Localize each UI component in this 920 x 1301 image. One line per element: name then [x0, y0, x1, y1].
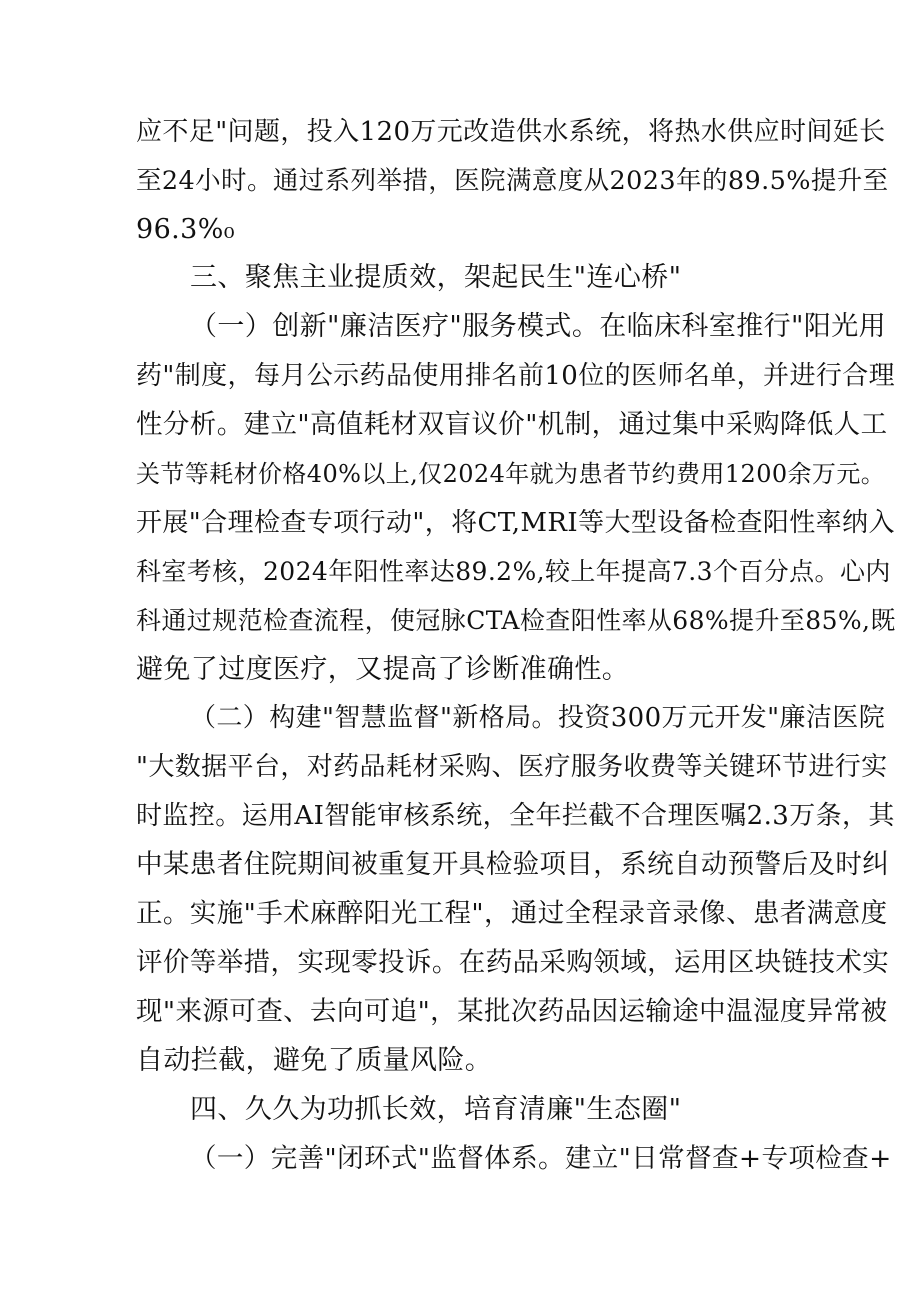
text-line: （二）构建"智慧监督"新格局。投资300万元开发"廉洁医院: [190, 703, 886, 733]
text-line: 科室考核，2024年阳性率达89.2%,较上年提高7.3个百分点。心内: [136, 557, 891, 586]
text-line: 评价等举措，实现零投诉。在药品采购领域，运用区块链技术实: [136, 947, 890, 978]
text-line: 96.3%₀: [136, 214, 235, 245]
text-line: "大数据平台，对药品耗材采购、医疗服务收费等关键环节进行实: [136, 752, 888, 782]
text-line: 正。实施"手术麻醉阳光工程"，通过全程录音录像、患者满意度: [136, 898, 888, 929]
text-line: 自动拦截，避免了质量风险。: [136, 1045, 493, 1076]
text-line: 性分析。建立"高值耗材双盲议价"机制，通过集中采购降低人工: [136, 409, 888, 440]
text-line: 至24小时。通过系列举措，医院满意度从2023年的89.5%提升至: [136, 166, 889, 196]
text-line: 现"来源可查、去向可追"，某批次药品因运输途中温湿度异常被: [136, 996, 888, 1027]
text-line: 药"制度，每月公示药品使用排名前10位的医师名单，并进行合理: [136, 361, 896, 391]
text-line: 科通过规范检查流程，使冠脉CTA检查阳性率从68%提升至85%,既: [136, 606, 896, 635]
text-line: 应不足"问题，投入120万元改造供水系统，将热水供应时间延长: [136, 117, 886, 147]
text-line: （一）创新"廉洁医疗"服务模式。在临床科室推行"阳光用: [190, 311, 887, 342]
section-heading: 三、聚焦主业提质效，架起民生"连心桥": [190, 262, 682, 293]
text-line: 关节等耗材价格40%以上,仅2024年就为患者节约费用1200余万元。: [136, 460, 886, 488]
text-line: 中某患者住院期间被重复开具检验项目，系统自动预警后及时纠: [136, 849, 890, 880]
text-line: 避免了过度医疗，又提高了诊断准确性。: [136, 654, 630, 685]
text-line: 时监控。运用AI智能审核系统，全年拦截不合理医嘱2.3万条，其: [136, 801, 895, 831]
text-line: （一）完善"闭环式"监督体系。建立"日常督查+专项检查+: [190, 1143, 892, 1174]
section-heading: 四、久久为功抓长效，培育清廉"生态圈": [190, 1094, 682, 1125]
text-line: 开展"合理检查专项行动"，将CT,MRI等大型设备检查阳性率纳入: [136, 508, 895, 538]
